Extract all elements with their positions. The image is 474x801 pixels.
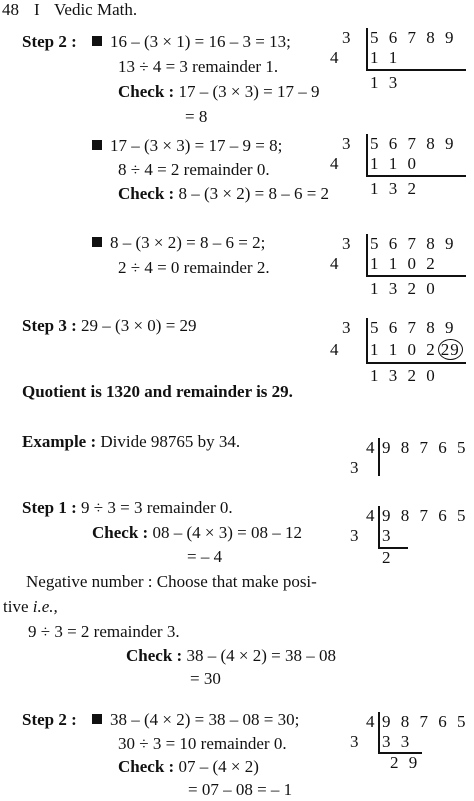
step-1-label: Step 1 : [22,498,77,517]
step-3 [22,316,197,336]
dividend: 5 6 7 8 9 [370,234,457,253]
working-mid-digits: 1 1 0 2 [370,340,438,359]
working-mid: 1 1 0 2 [370,254,438,273]
result-line [366,175,466,177]
dividend: 5 6 7 8 9 [370,134,457,153]
step-2-label: Step 2 : [22,32,77,51]
left-digit: 4 [330,48,342,67]
working-6 [352,506,472,566]
working-4 [330,318,470,388]
bullet-3-line-2: 2 ÷ 4 = 0 remainder 2. [118,258,270,277]
bullet-2 [92,136,282,156]
bullet-1-check [118,82,319,102]
negative-note-tive: tive [3,597,33,616]
square-bullet-icon [92,140,102,150]
square-bullet-icon [92,714,102,724]
negative-note-line-3: 9 ÷ 3 = 2 remainder 3. [28,622,180,641]
square-bullet-icon [92,237,102,247]
header-separator: I [34,0,40,19]
check-label: Check : [118,757,175,776]
negative-note-line-1: Negative number : Choose that make posi- [26,572,317,591]
check-label: Check : [118,82,175,101]
dividend: 5 6 7 8 9 [370,28,457,47]
bullet-3-line-1: 8 – (3 × 2) = 8 – 6 = 2; [110,233,266,252]
example-label: Example : [22,432,97,451]
step-1-check-result: = – 4 [187,547,223,566]
working-7 [352,712,472,772]
top-digit: 3 [342,318,354,337]
dividend: 9 8 7 6 5 [382,438,469,457]
ie-text: i.e., [32,597,58,616]
step-2b-line-1: 38 – (4 × 2) = 38 – 08 = 30; [110,710,300,729]
square-bullet-icon [92,36,102,46]
page-title: Vedic Math. [54,0,138,19]
top-digit: 3 [342,28,354,47]
dividend: 9 8 7 6 5 [382,712,469,731]
step-2b-check-result: = 07 – 08 = – 1 [188,780,293,799]
top-digit: 4 [366,506,378,525]
division-bar [378,438,380,476]
working-5 [352,438,472,488]
left-digit: 3 [350,458,362,477]
bullet-1-line-1: 16 – (3 × 1) = 16 – 3 = 13; [110,32,291,51]
working-mid: 3 3 [382,732,413,751]
bullet-1-check-result: = 8 [185,107,208,126]
step-1-check [92,523,302,543]
check-expression: 17 – (3 × 3) = 17 – 9 [178,82,320,101]
bullet-3 [92,233,265,253]
division-bar [366,318,368,362]
step-3-expression: 29 – (3 × 0) = 29 [81,316,197,335]
step-3-label: Step 3 : [22,316,77,335]
left-digit: 4 [330,340,342,359]
left-digit: 4 [330,154,342,173]
negative-check [126,646,336,666]
check-expression: 38 – (4 × 2) = 38 – 08 [186,646,336,665]
working-2 [330,134,470,204]
bullet-2-check [118,184,329,204]
bullet-2-line-1: 17 – (3 × 3) = 17 – 9 = 8; [110,136,283,155]
bullet-1-line-2: 13 ÷ 4 = 3 remainder 1. [118,57,279,76]
result-line [366,275,466,277]
dividend: 5 6 7 8 9 [370,318,457,337]
working-mid: 1 1 [370,48,401,67]
step-1 [22,498,233,518]
left-digit: 3 [350,732,362,751]
circled-remainder: 29 [438,339,463,360]
step-2b-check [118,757,259,777]
working-result: 1 3 2 0 [370,366,438,385]
top-digit: 4 [366,712,378,731]
working-mid: 1 1 0 [370,154,419,173]
example [22,432,240,452]
left-digit: 4 [330,254,342,273]
bullet-1 [92,32,291,52]
top-digit: 3 [342,134,354,153]
division-bar [366,134,368,176]
negative-note-line-2 [3,597,58,617]
negative-check-result: = 30 [190,669,221,688]
working-result: 2 9 [390,753,421,772]
example-text: Divide 98765 by 34. [100,432,241,451]
division-bar [378,712,380,752]
step-2b-label: Step 2 : [22,710,77,729]
result-line [366,69,466,71]
working-result: 1 3 2 0 [370,279,438,298]
check-label: Check : [92,523,149,542]
working-mid: 3 [382,526,394,545]
step-2b-bullet [92,710,299,730]
dividend: 9 8 7 6 5 [382,506,469,525]
check-expression: 8 – (3 × 2) = 8 – 6 = 2 [178,184,330,203]
quotient-statement: Quotient is 1320 and remainder is 29. [22,382,293,401]
division-bar [366,234,368,276]
working-1 [330,28,470,98]
working-result: 1 3 [370,73,401,92]
division-bar [378,506,380,548]
working-mid [370,340,463,360]
result-line [366,362,466,364]
page-number: 48 [2,0,19,19]
check-label: Check : [118,184,175,203]
working-result: 1 3 2 [370,179,419,198]
step-2b-line-2: 30 ÷ 3 = 10 remainder 0. [118,734,287,753]
check-label: Check : [126,646,183,665]
division-bar [366,28,368,70]
working-3 [330,234,470,304]
step-1-line-1: 9 ÷ 3 = 3 remainder 0. [81,498,233,517]
check-expression: 08 – (4 × 3) = 08 – 12 [152,523,302,542]
left-digit: 3 [350,526,362,545]
bullet-2-line-2: 8 ÷ 4 = 2 remainder 0. [118,160,270,179]
top-digit: 3 [342,234,354,253]
check-expression: 07 – (4 × 2) [178,757,259,776]
working-result: 2 [382,548,394,567]
top-digit: 4 [366,438,378,457]
